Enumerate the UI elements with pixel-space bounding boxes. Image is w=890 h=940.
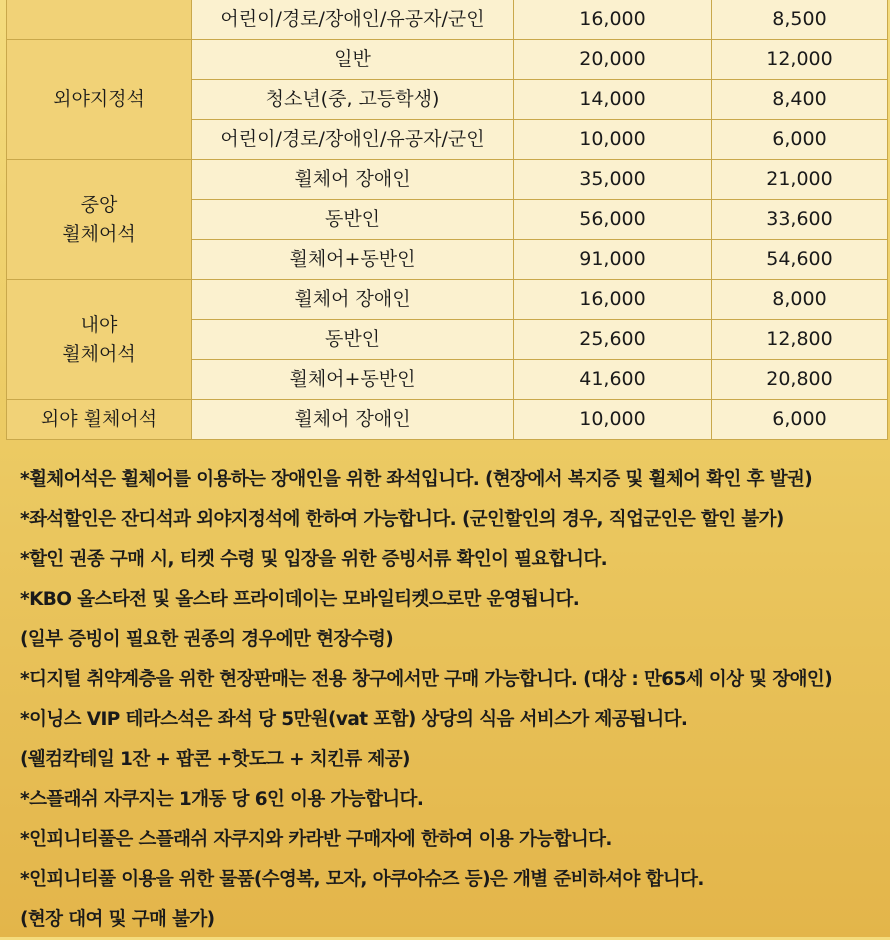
seat-category-cell bbox=[7, 280, 192, 400]
discount-price-cell: 54,600 bbox=[712, 240, 888, 280]
ticket-type-cell: 어린이/경로/장애인/유공자/군인 bbox=[192, 0, 514, 40]
seat-category-label: 내야 bbox=[80, 313, 118, 336]
ticket-type-cell: 휠체어 장애인 bbox=[192, 400, 514, 440]
ticket-type-cell: 동반인 bbox=[192, 320, 514, 360]
ticket-type-cell: 어린이/경로/장애인/유공자/군인 bbox=[192, 120, 514, 160]
notes-list bbox=[20, 460, 880, 940]
note-line: *휠체어석은 휠체어를 이용하는 장애인을 위한 좌석입니다. (현장에서 복지증 및 휠체어 확인 후 발권) bbox=[20, 469, 813, 490]
ticket-type-cell: 휠체어 장애인 bbox=[192, 160, 514, 200]
ticket-type-cell: 동반인 bbox=[192, 200, 514, 240]
table-row bbox=[7, 160, 888, 200]
price-cell: 10,000 bbox=[514, 120, 712, 160]
note-line: *스플래쉬 자쿠지는 1개동 당 6인 이용 가능합니다. bbox=[20, 789, 424, 810]
price-cell: 20,000 bbox=[514, 40, 712, 80]
discount-price-cell: 20,800 bbox=[712, 360, 888, 400]
discount-price-cell: 6,000 bbox=[712, 120, 888, 160]
seat-category-label: 휠체어석 bbox=[62, 342, 136, 365]
discount-price-cell: 6,000 bbox=[712, 400, 888, 440]
note-line: *인피니티풀은 스플래쉬 자쿠지와 카라반 구매자에 한하여 이용 가능합니다. bbox=[20, 829, 612, 850]
seat-category-cell bbox=[7, 400, 192, 440]
table-row bbox=[7, 40, 888, 80]
price-cell: 10,000 bbox=[514, 400, 712, 440]
seat-category-cell bbox=[7, 160, 192, 280]
price-cell: 16,000 bbox=[514, 280, 712, 320]
discount-price-cell: 12,800 bbox=[712, 320, 888, 360]
ticket-type-cell: 휠체어+동반인 bbox=[192, 360, 514, 400]
price-cell: 35,000 bbox=[514, 160, 712, 200]
note-line: (현장 대여 및 구매 불가) bbox=[20, 909, 215, 930]
seat-category-label: 외야지정석 bbox=[53, 88, 145, 110]
price-cell: 91,000 bbox=[514, 240, 712, 280]
price-cell: 41,600 bbox=[514, 360, 712, 400]
note-line: *좌석할인은 잔디석과 외야지정석에 한하여 가능합니다. (군인할인의 경우, 직업군인은 할인 불가) bbox=[20, 509, 784, 530]
ticket-type-cell: 휠체어 장애인 bbox=[192, 280, 514, 320]
discount-price-cell: 12,000 bbox=[712, 40, 888, 80]
note-line: *인피니티풀 이용을 위한 물품(수영복, 모자, 아쿠아슈즈 등)은 개별 준비하셔야 합니다. bbox=[20, 869, 704, 890]
seat-category-cell bbox=[7, 40, 192, 160]
table-row bbox=[7, 280, 888, 320]
note-line: *할인 권종 구매 시, 티켓 수령 및 입장을 위한 증빙서류 확인이 필요합니다. bbox=[20, 549, 608, 570]
price-table bbox=[6, 0, 888, 440]
ticket-type-cell: 일반 bbox=[192, 40, 514, 80]
discount-price-cell: 21,000 bbox=[712, 160, 888, 200]
note-line: (일부 증빙이 필요한 권종의 경우에만 현장수령) bbox=[20, 629, 394, 650]
discount-price-cell: 8,400 bbox=[712, 80, 888, 120]
price-table-body bbox=[7, 0, 888, 440]
discount-price-cell: 33,600 bbox=[712, 200, 888, 240]
note-line: *KBO 올스타전 및 올스타 프라이데이는 모바일티켓으로만 운영됩니다. bbox=[20, 589, 580, 610]
price-cell: 16,000 bbox=[514, 0, 712, 40]
table-row bbox=[7, 400, 888, 440]
seat-category-label: 휠체어석 bbox=[62, 222, 136, 245]
ticket-type-cell: 휠체어+동반인 bbox=[192, 240, 514, 280]
price-cell: 56,000 bbox=[514, 200, 712, 240]
discount-price-cell: 8,500 bbox=[712, 0, 888, 40]
note-line: (웰컴칵테일 1잔 + 팝콘 +핫도그 + 치킨류 제공) bbox=[20, 749, 410, 770]
price-cell: 25,600 bbox=[514, 320, 712, 360]
seat-category-label: 외야 휠체어석 bbox=[40, 408, 158, 430]
note-line: *디지털 취약계층을 위한 현장판매는 전용 창구에서만 구매 가능합니다. (대상 : 만65세 이상 및 장애인) bbox=[20, 669, 833, 690]
discount-price-cell: 8,000 bbox=[712, 280, 888, 320]
price-cell: 14,000 bbox=[514, 80, 712, 120]
ticket-type-cell: 청소년(중, 고등학생) bbox=[192, 80, 514, 120]
note-line: *이닝스 VIP 테라스석은 좌석 당 5만원(vat 포함) 상당의 식음 서비스가 제공됩니다. bbox=[20, 709, 688, 730]
seat-category-label: 중앙 bbox=[80, 193, 118, 216]
seat-category-cell bbox=[7, 0, 192, 40]
table-row bbox=[7, 0, 888, 40]
